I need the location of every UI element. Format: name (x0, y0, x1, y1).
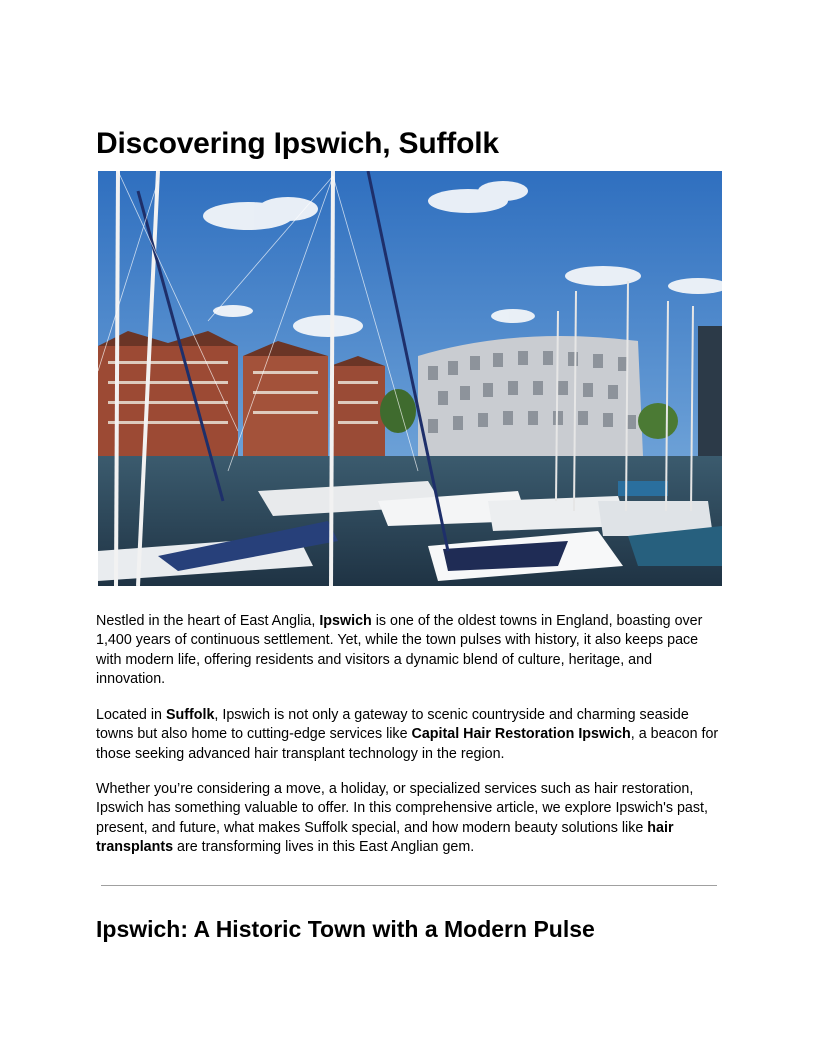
location-bold-clinic: Capital Hair Restoration Ipswich (411, 726, 631, 743)
location-text-1: Located in (96, 707, 166, 723)
overview-bold-hair-transplants: hair transplants (96, 819, 674, 856)
horizontal-divider (101, 885, 717, 886)
section-heading: Ipswich: A Historic Town with a Modern Pulse (96, 916, 595, 942)
location-text-3: , a beacon for those seeking advanced hair transplant technology in the region. (96, 726, 719, 762)
intro-bold-ipswich: Ipswich (319, 613, 372, 629)
page-title: Discovering Ipswich, Suffolk (96, 127, 499, 160)
overview-text-1: Whether you’re considering a move, a holiday, or specialized services such as hair restoration, Ipswich has something valuable to offer. In this comprehensive article, we explore Ipswich's past, present, and future, what makes Suffolk special, and how modern beauty solutions like (96, 781, 708, 836)
location-text-2: , Ipswich is not only a gateway to scenic countryside and charming seaside towns but also home to cutting-edge services like (96, 707, 689, 743)
location-paragraph (96, 706, 722, 764)
intro-text-2: is one of the oldest towns in England, boasting over 1,400 years of continuous settlement. Yet, while the town pulses with history, it also keeps pace with modern life, offering residents and visitors a dynamic blend of culture, heritage, and innovation. (96, 613, 703, 688)
marina-photo (98, 171, 722, 586)
location-bold-suffolk: Suffolk (165, 707, 215, 723)
overview-text-2: are transforming lives in this East Anglian gem. (173, 839, 475, 856)
overview-paragraph (96, 780, 722, 858)
marina-photo-illustration (98, 171, 722, 586)
intro-text-1: Nestled in the heart of East Anglia, (96, 613, 320, 629)
intro-paragraph (96, 612, 722, 690)
